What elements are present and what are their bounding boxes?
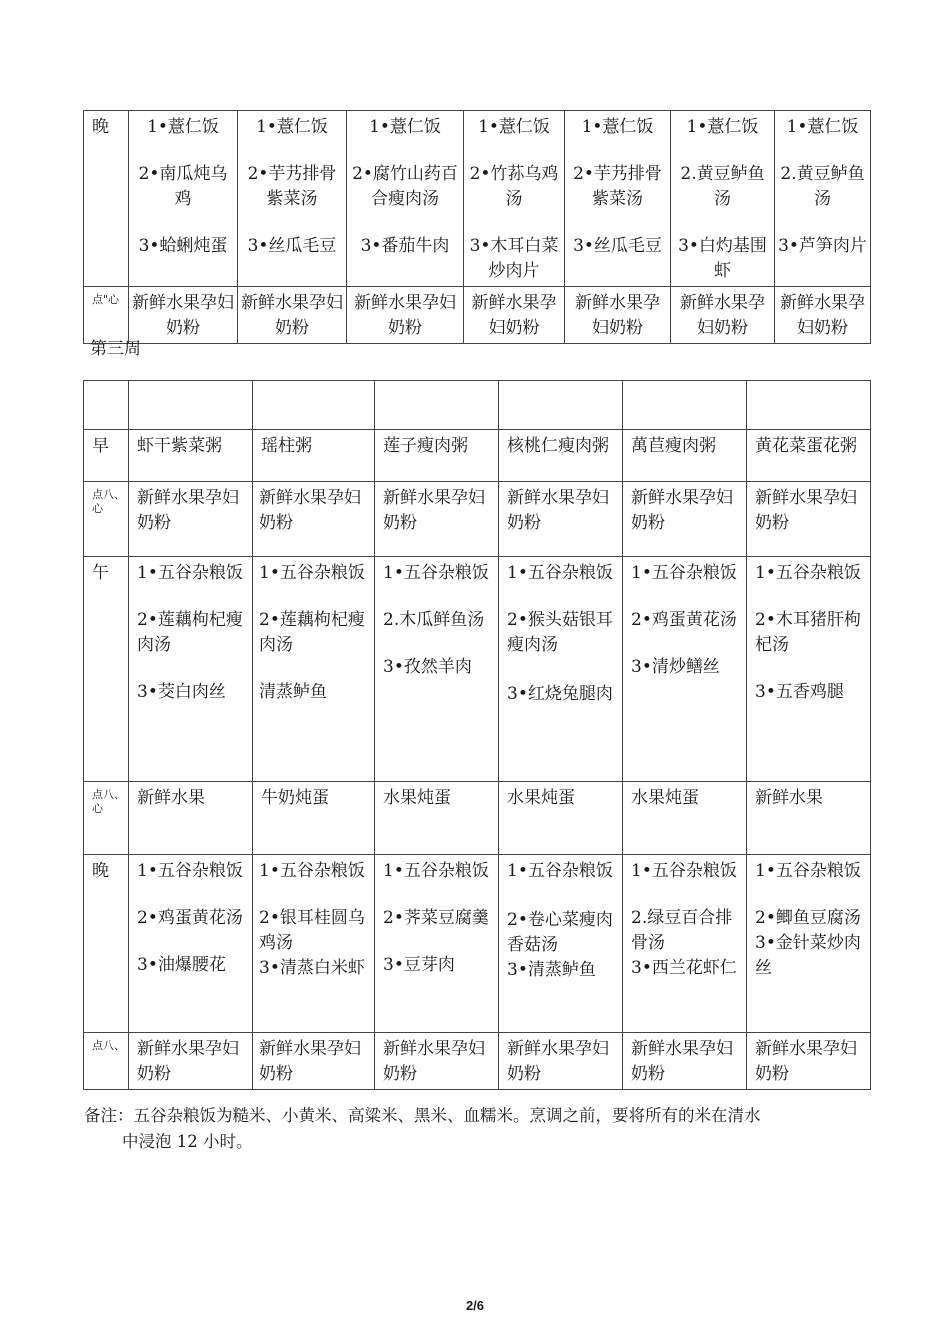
- meal-label-snack: 点"心: [84, 287, 129, 344]
- header-cell: [253, 381, 375, 430]
- meal-label-snack: 点八、心: [84, 782, 129, 855]
- dinner-cell: 1•五谷杂粮饭 2.绿豆百合排骨汤 3•西兰花虾仁: [623, 855, 747, 1033]
- meal-label-lunch: 午: [84, 557, 129, 782]
- remark-line-2: 中浸泡 12 小时。: [122, 1132, 253, 1151]
- lunch-cell: 1•五谷杂粮饭 2•莲藕枸杞瘦肉汤 清蒸鲈鱼: [253, 557, 375, 782]
- breakfast-cell: 莲子瘦肉粥: [375, 430, 499, 482]
- snack-cell: 新鲜水果孕妇奶粉: [253, 482, 375, 557]
- header-cell: [747, 381, 871, 430]
- meal-label-snack: 点八、心: [84, 482, 129, 557]
- meal-label-snack: 点八、: [84, 1033, 129, 1090]
- snack-cell: 新鲜水果孕妇奶粉: [129, 1033, 253, 1090]
- snack-cell: 新鲜水果孕妇奶粉: [499, 482, 623, 557]
- header-cell: [84, 381, 129, 430]
- header-cell: [375, 381, 499, 430]
- snack-cell: 新鲜水果孕妇奶粉: [499, 1033, 623, 1090]
- dinner-cell: 1•五谷杂粮饭 2•荠菜豆腐羹 3•豆芽肉: [375, 855, 499, 1033]
- dinner-row: [84, 855, 871, 1033]
- snack-cell: 新鲜水果孕妇奶粉: [565, 287, 671, 344]
- breakfast-cell: 萬苣瘦肉粥: [623, 430, 747, 482]
- lunch-cell: 1•五谷杂粮饭 2•莲藕枸杞瘦肉汤 3•茭白肉丝: [129, 557, 253, 782]
- snack-cell: 新鲜水果孕妇奶粉: [775, 287, 871, 344]
- snack-cell: 新鲜水果: [747, 782, 871, 855]
- lunch-cell: 1•五谷杂粮饭 2•木耳猪肝枸杞汤 3•五香鸡腿: [747, 557, 871, 782]
- header-cell: [623, 381, 747, 430]
- week2-menu-table: [83, 110, 871, 344]
- dinner-cell: 1•五谷杂粮饭 2•卷心菜瘦肉香菇汤 3•清蒸鲈鱼: [499, 855, 623, 1033]
- snack-cell: 水果炖蛋: [623, 782, 747, 855]
- snack-cell: 新鲜水果孕妇奶粉: [129, 287, 238, 344]
- snack-cell: 新鲜水果孕妇奶粉: [375, 482, 499, 557]
- breakfast-row: [84, 430, 871, 482]
- dinner-cell: 1•五谷杂粮饭 2•鸡蛋黄花汤 3•油爆腰花: [129, 855, 253, 1033]
- snack-cell: 牛奶炖蛋: [253, 782, 375, 855]
- dinner-cell: 1•薏仁饭 2•芋艿排骨紫菜汤 3•丝瓜毛豆: [238, 111, 347, 287]
- meal-label-dinner: 晚: [84, 855, 129, 1033]
- header-row: [84, 381, 871, 430]
- dinner-cell: 1•薏仁饭 2•芋艿排骨紫菜汤 3•丝瓜毛豆: [565, 111, 671, 287]
- remark-note: [84, 1103, 874, 1155]
- dinner-cell: 1•薏仁饭 2•竹荪乌鸡汤 3•木耳白菜炒肉片: [464, 111, 565, 287]
- dinner-cell: 1•薏仁饭 2•腐竹山药百合瘦肉汤 3•番茄牛肉: [347, 111, 464, 287]
- snack-cell: 新鲜水果: [129, 782, 253, 855]
- dinner-cell: 1•薏仁饭 2•南瓜炖乌鸡 3•蛤蜊炖蛋: [129, 111, 238, 287]
- dinner-cell: 1•五谷杂粮饭 2•银耳桂圆乌鸡汤 3•清蒸白米虾: [253, 855, 375, 1033]
- header-cell: [129, 381, 253, 430]
- snack-cell: 新鲜水果孕妇奶粉: [671, 287, 775, 344]
- meal-label-dinner: 晚: [84, 111, 129, 287]
- snack-row-evening: [84, 1033, 871, 1090]
- week3-menu-table: [83, 380, 871, 1090]
- breakfast-cell: 核桃仁瘦肉粥: [499, 430, 623, 482]
- breakfast-cell: 瑶柱粥: [253, 430, 375, 482]
- snack-cell: 新鲜水果孕妇奶粉: [747, 482, 871, 557]
- snack-cell: 新鲜水果孕妇奶粉: [238, 287, 347, 344]
- snack-row: [84, 287, 871, 344]
- lunch-cell: 1•五谷杂粮饭 2•猴头菇银耳瘦肉汤 3•红烧兔腿肉: [499, 557, 623, 782]
- snack-cell: 新鲜水果孕妇奶粉: [375, 1033, 499, 1090]
- remark-line-1: 备注：五谷杂粮饭为糙米、小黄米、高粱米、黑米、血糯米。烹调之前，要将所有的米在清水: [84, 1106, 761, 1125]
- snack-row-afternoon: [84, 782, 871, 855]
- page-number: 2/6: [465, 1298, 485, 1313]
- dinner-cell: 1•薏仁饭 2.黄豆鲈鱼汤 3•白灼基围虾: [671, 111, 775, 287]
- snack-cell: 水果炖蛋: [375, 782, 499, 855]
- breakfast-cell: 黄花菜蛋花粥: [747, 430, 871, 482]
- snack-cell: 新鲜水果孕妇奶粉: [347, 287, 464, 344]
- snack-cell: 新鲜水果孕妇奶粉: [253, 1033, 375, 1090]
- snack-cell: 新鲜水果孕妇奶粉: [747, 1033, 871, 1090]
- breakfast-cell: 虾干紫菜粥: [129, 430, 253, 482]
- lunch-cell: 1•五谷杂粮饭 2.木瓜鲜鱼汤 3•孜然羊肉: [375, 557, 499, 782]
- dinner-cell: 1•薏仁饭 2.黄豆鲈鱼汤 3•芦笋肉片: [775, 111, 871, 287]
- header-cell: [499, 381, 623, 430]
- snack-cell: 水果炖蛋: [499, 782, 623, 855]
- dinner-row: [84, 111, 871, 287]
- dinner-cell: 1•五谷杂粮饭 2•鲫鱼豆腐汤 3•金针菜炒肉丝: [747, 855, 871, 1033]
- snack-row-morning: [84, 482, 871, 557]
- week-heading: 第三周: [90, 339, 141, 359]
- lunch-row: [84, 557, 871, 782]
- snack-cell: 新鲜水果孕妇奶粉: [623, 482, 747, 557]
- snack-cell: 新鲜水果孕妇奶粉: [464, 287, 565, 344]
- snack-cell: 新鲜水果孕妇奶粉: [623, 1033, 747, 1090]
- lunch-cell: 1•五谷杂粮饭 2•鸡蛋黄花汤 3•清炒鳝丝: [623, 557, 747, 782]
- snack-cell: 新鲜水果孕妇奶粉: [129, 482, 253, 557]
- meal-label-breakfast: 早: [84, 430, 129, 482]
